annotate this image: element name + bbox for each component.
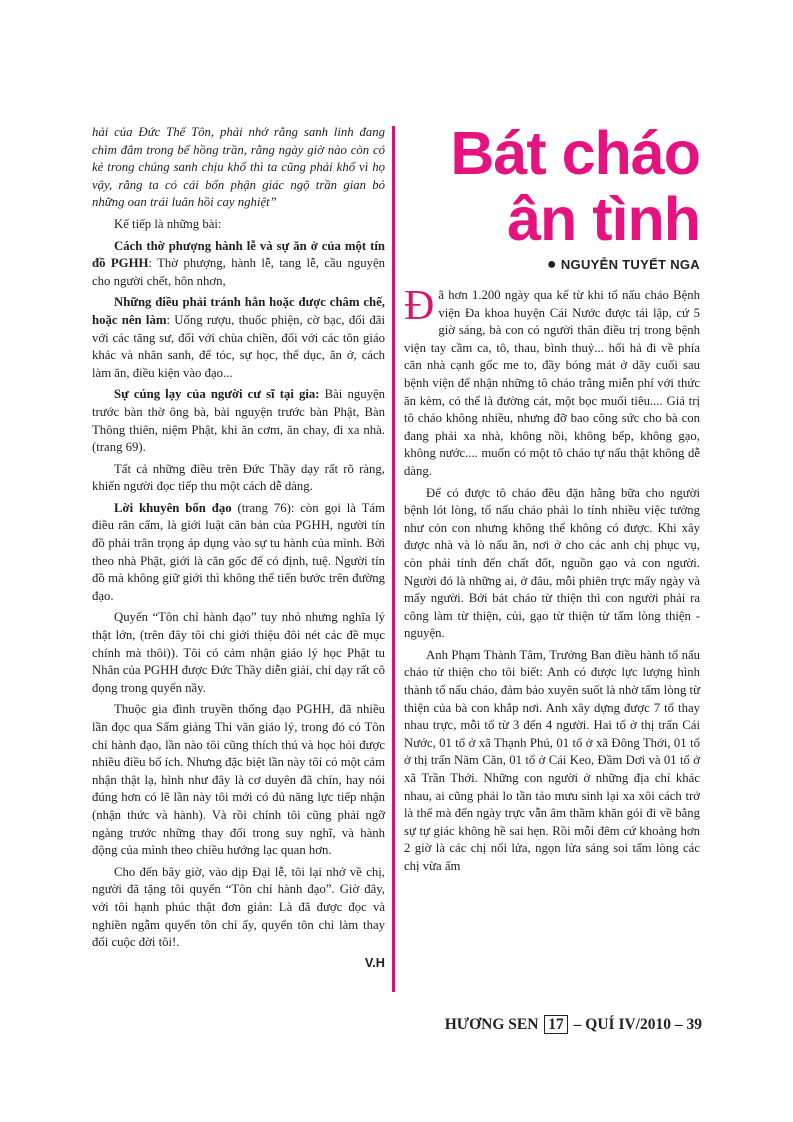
heading-worship: Cách thờ phượng hành lễ và sự ăn ở của một tín đồ PGHH (92, 238, 385, 271)
right-column (404, 283, 700, 876)
text-avoid: : Uống rượu, thuốc phiện, cờ bạc, đối đãi với các tăng sư, đối với chùa chiền, đối với các tôn giáo khác và nhân sanh, để tóc, sự học, thể dục, ăn ở, cách làm ăn, điều kiện vào đạo... (92, 312, 385, 380)
author-byline (404, 256, 700, 274)
author-name: NGUYỄN TUYẾT NGA (560, 257, 700, 272)
text-opening: ã hơn 1.200 ngày qua kể từ khi tổ nấu cháo Bệnh viện Đa khoa huyện Cái Nước được tái lập, cứ 5 giờ sáng, bà con có người thân điều trị trong bệnh viện tay cầm ca, tô, thau, bình thuỷ... hối hả đi về phía căn nhà cạnh gốc me to, đầy bóng mát ở dãy cuối sau bệnh viện để nhận những tô cháo trắng miễn phí với thức ăn kèm, có thể là đường cát, một bọc muối tiêu.... Giá trị tô cháo không nhiều, nhưng đỡ bao công sức cho bà con đang phải xa nhà, không nồi, không bếp, không gạo, không nước.... muốn có một tô cháo tự nấu thật không dễ dàng. (404, 288, 700, 478)
title-line-1: Bát cháo (450, 119, 700, 187)
quote-paragraph: hải của Đức Thế Tôn, phải nhớ rằng sanh linh đang chìm đắm trong bể hồng trần, rằng ngày giờ nào còn có kẻ trong chúng sanh chịu khổ thì ta cũng phải khổ vì họ vậy, rằng ta có cái bổn phận giác ngộ trần gian bỏ những oan trái luân hồi cay nghiệt” (92, 125, 385, 210)
paragraph-advice (92, 500, 385, 606)
article-title (404, 120, 700, 252)
magazine-name: HƯƠNG SEN (444, 1016, 539, 1033)
drop-cap: Đ (404, 283, 435, 329)
heading-avoid: Những điều phải tránh hẳn hoặc được châm chế, hoặc nên làm (92, 295, 385, 327)
title-line-2: ân tình (507, 185, 700, 253)
left-column (92, 124, 385, 971)
paragraph-opening (404, 283, 700, 481)
paragraph-avoid (92, 294, 385, 382)
paragraph-book: Quyển “Tôn chỉ hành đạo” tuy nhỏ nhưng nghĩa lý thật lớn, (trên đây tôi chỉ giới thiệu đôi nét các đề mục chính mà thôi)). Tôi có cảm nhận giáo lý học Phật tu Nhân của PGHH được Đức Thầy diễn giải, chỉ dạy rất cô đọng trong quyển nầy. (92, 610, 385, 695)
column-divider (392, 126, 395, 992)
text-worship: : Thờ phượng, hành lễ, tang lễ, cầu nguyện cho người chết, hôn nhơn, (92, 256, 385, 288)
paragraph-closing: Cho đến bây giờ, vào dịp Đại lễ, tôi lại nhớ về chị, người đã tặng tôi quyển “Tôn chỉ hành đạo”. Giờ đây, với tôi hạnh phúc thật đơn giản: Là đã được đọc và nghiền ngẫm quyển tôn chỉ ấy, quyển tôn chỉ làm thay đổi cuộc đời tôi!. (92, 864, 385, 950)
heading-prayer: Sự cúng lạy của người cư sĩ tại gia: (114, 387, 320, 402)
page-footer (420, 1015, 702, 1034)
page-number: 39 (686, 1016, 702, 1033)
issue-number: 17 (544, 1015, 568, 1034)
bullet-icon: ● (546, 256, 557, 273)
paragraph-interview: Anh Phạm Thành Tâm, Trưởng Ban điều hành tổ nấu cháo từ thiện cho tôi biết: Anh có được lực lượng hình thành tổ nấu cháo, đảm bảo xuyên suốt là nhờ tấm lòng từ thiện của bà con khắp nơi. Anh xây dựng được 7 tổ thay nhau trực, mỗi tổ từ 3 đến 4 người. Hai tổ ở thị trấn Cái Nước, 01 tổ ở xã Thạnh Phú, 01 tổ ở xã Đông Thới, 01 tổ ở thị trấn Năm Căn, 01 tổ ở Cái Keo, Đầm Dơi và 01 tổ ở xã Trần Thới. Những con người ở những địa chỉ khác nhau, ai cũng phải lo tần tảo mưu sinh lại xa xôi cách trở là thế mà đến ngày trực vẫn âm thầm khăn gói đi về bằng sự tự giác không hề sai hẹn. Rồi mỗi đêm cứ khoảng hơn 2 giờ là các chị nổi lửa, ngọn lửa sáng soi tấm lòng các chị vừa ấm (404, 647, 700, 873)
paragraph-organization: Để có được tô cháo đều đặn hằng bữa cho người bệnh lót lòng, tổ nấu cháo phải lo tính nhiều việc tưởng như cỏn con nhưng không thể không có được. Khi xây được nhà và lò nấu ăn, nơi ở cho các anh chị phục vụ, còn phải tính đến chất đốt, nguồn gạo và con người. Người đó là những ai, ở đâu, mỗi phiên trực mấy ngày và mấy người. Bởi bát cháo từ thiện thì con người phải ra công làm từ thiện, củi, gạo từ thiện từ tấm lòng thiện - nguyện. (404, 485, 700, 641)
paragraph-worship (92, 238, 385, 291)
text-prayer: Bài nguyện trước bàn thờ ông bà, bài nguyện trước bàn Phật, Bàn Thông thiên, niệm Phật, khi ăn cơm, ăn chay, đi xa nhà. (trang 69). (92, 387, 385, 455)
heading-advice: Lời khuyên bổn đạo (114, 500, 232, 515)
text-advice: (trang 76): còn gọi là Tám điều răn cấm, là giới luật căn bản của PGHH, người tín đồ phải trân trọng áp dụng vào sự tu hành của mình. Bởi theo nhà Phật, giới là căn gốc để có định, tuệ. Người tín đồ mà không giữ giới thì không thể tiến bước trên đường đạo. (92, 500, 385, 603)
paragraph-summary: Tất cả những điều trên Đức Thầy dạy rất rõ ràng, khiến người đọc tiếp thu một cách dễ dàng. (92, 461, 385, 494)
issue-period: – QUÍ IV/2010 – (573, 1016, 683, 1033)
signature: V.H (364, 954, 385, 970)
paragraph-prayer (92, 386, 385, 456)
paragraph-family: Thuộc gia đình truyền thống đạo PGHH, đã nhiều lần đọc qua Sấm giảng Thi văn giáo lý, trong đó có Tôn chỉ hành đạo, lần nào tôi cũng thích thú và học hỏi được nhiều điều bổ ích. Nhưng đặc biệt lần này tôi có một cảm nhận thật lạ, hình như đây là cơ duyên đã chín, hay nói đúng hơn có lẽ lần này tôi mới có đủ năng lực tiếp nhận (nhận thức và hành). Và rồi chính tôi cũng phải ngỡ ngàng trước những thay đổi trong suy nghĩ, và hành động của mình theo chiều hướng lạc quan hơn. (92, 702, 385, 858)
paragraph-intro: Kế tiếp là những bài: (114, 216, 222, 231)
